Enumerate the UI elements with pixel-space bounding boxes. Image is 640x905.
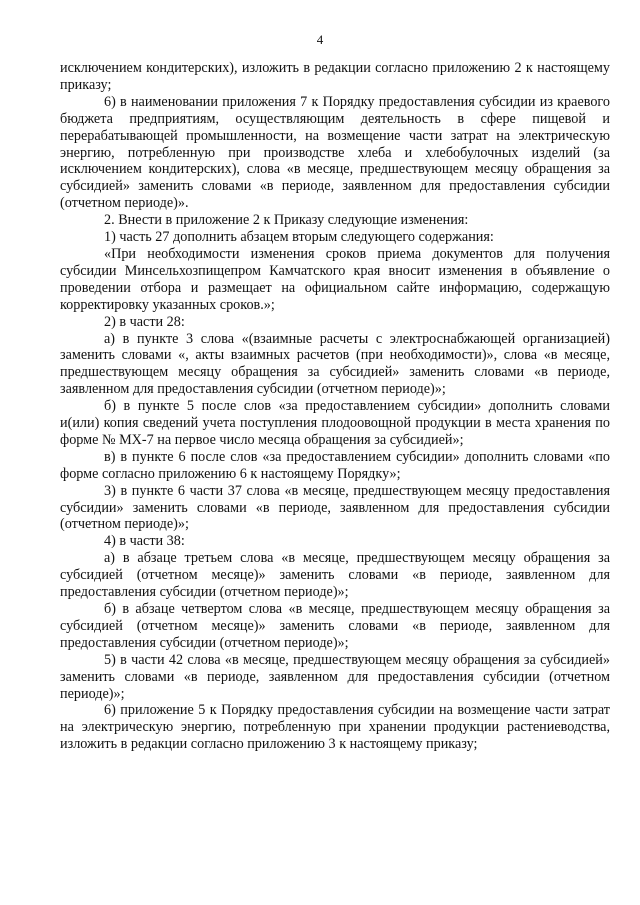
document-body — [60, 60, 610, 753]
paragraph-item-4: 4) в части 38: — [104, 533, 185, 550]
paragraph-item-6-appendix-5: 6) приложение 5 к Порядку предоставления субсидии на возмещение части затрат на электрическую энергию, потребленную при хранении продукции растениеводства, изложить в редакции согласно приложению 3 к настоящему приказу; — [60, 702, 610, 753]
paragraph-item-5: 5) в части 42 слова «в месяце, предшествующем месяцу обращения за субсидией» заменить словами «в периоде, заявленном для предоставления субсидии (отчетном периоде)»; — [60, 651, 610, 702]
paragraph-continuation: исключением кондитерских), изложить в редакции согласно приложению 2 к настоящему приказу; — [60, 60, 610, 93]
paragraph-item-2v: в) в пункте 6 после слов «за предоставлением субсидии» дополнить словами «по форме согласно приложению 6 к настоящему Порядку»; — [60, 448, 610, 482]
paragraph-section-2: 2. Внести в приложение 2 к Приказу следующие изменения: — [104, 212, 469, 229]
paragraph-item-2a: а) в пункте 3 слова «(взаимные расчеты с электроснабжающей организацией) заменить словами «, акты взаимных расчетов (при необходимости)», слова «в месяце, предшествующем месяцу обращения за субсидией» заменить словами «в периоде, заявленном для предоставления субсидии (отчетном периоде)»; — [60, 330, 610, 398]
paragraph-item-4a: а) в абзаце третьем слова «в месяце, предшествующем месяцу обращения за субсидией (отчетном месяце)» заменить словами «в периоде, заявленном для предоставления субсидии (отчетном периоде)»; — [60, 550, 610, 601]
page-number: 4 — [316, 32, 324, 47]
paragraph-item-2b: б) в пункте 5 после слов «за предоставлением субсидии» дополнить словами и(или) копия сведений учета поступления плодоовощной продукции в места хранения по форме № МХ-7 на первое число месяца обращения за субсидией»; — [60, 398, 610, 448]
paragraph-item-3: 3) в пункте 6 части 37 слова «в месяце, предшествующем месяцу предоставления субсидии» заменить словами «в периоде, заявленном для предоставления субсидии (отчетном периоде)»; — [60, 482, 610, 533]
paragraph-item-4b: б) в абзаце четвертом слова «в месяце, предшествующем месяцу обращения за субсидией (отчетном месяце)» заменить словами «в периоде, заявленном для предоставления субсидии (отчетном периоде)»; — [60, 601, 610, 651]
paragraph-quoted-text: «При необходимости изменения сроков приема документов для получения субсидии Минсельхозпищепром Камчатского края вносит изменения в объявление о проведении отбора и размещает на официальном сайте информацию, содержащую корректировку указанных сроков.»; — [60, 245, 610, 313]
paragraph-item-2: 2) в части 28: — [104, 313, 185, 330]
paragraph-item-1: 1) часть 27 дополнить абзацем вторым следующего содержания: — [104, 229, 494, 246]
paragraph-item-6-appendix-7: 6) в наименовании приложения 7 к Порядку предоставления субсидии из краевого бюджета предприятиям, осуществляющим деятельность в сфере пищевой и перерабатывающей промышленности, на возмещение части затрат на электрическую энергию, потребленную при производстве хлеба и хлебобулочных изделий (за исключением кондитерских), слова «в месяце, предшествующем месяцу обращения за субсидией» заменить словами «в периоде, заявленном для предоставления субсидии (отчетном периоде)». — [60, 93, 610, 212]
